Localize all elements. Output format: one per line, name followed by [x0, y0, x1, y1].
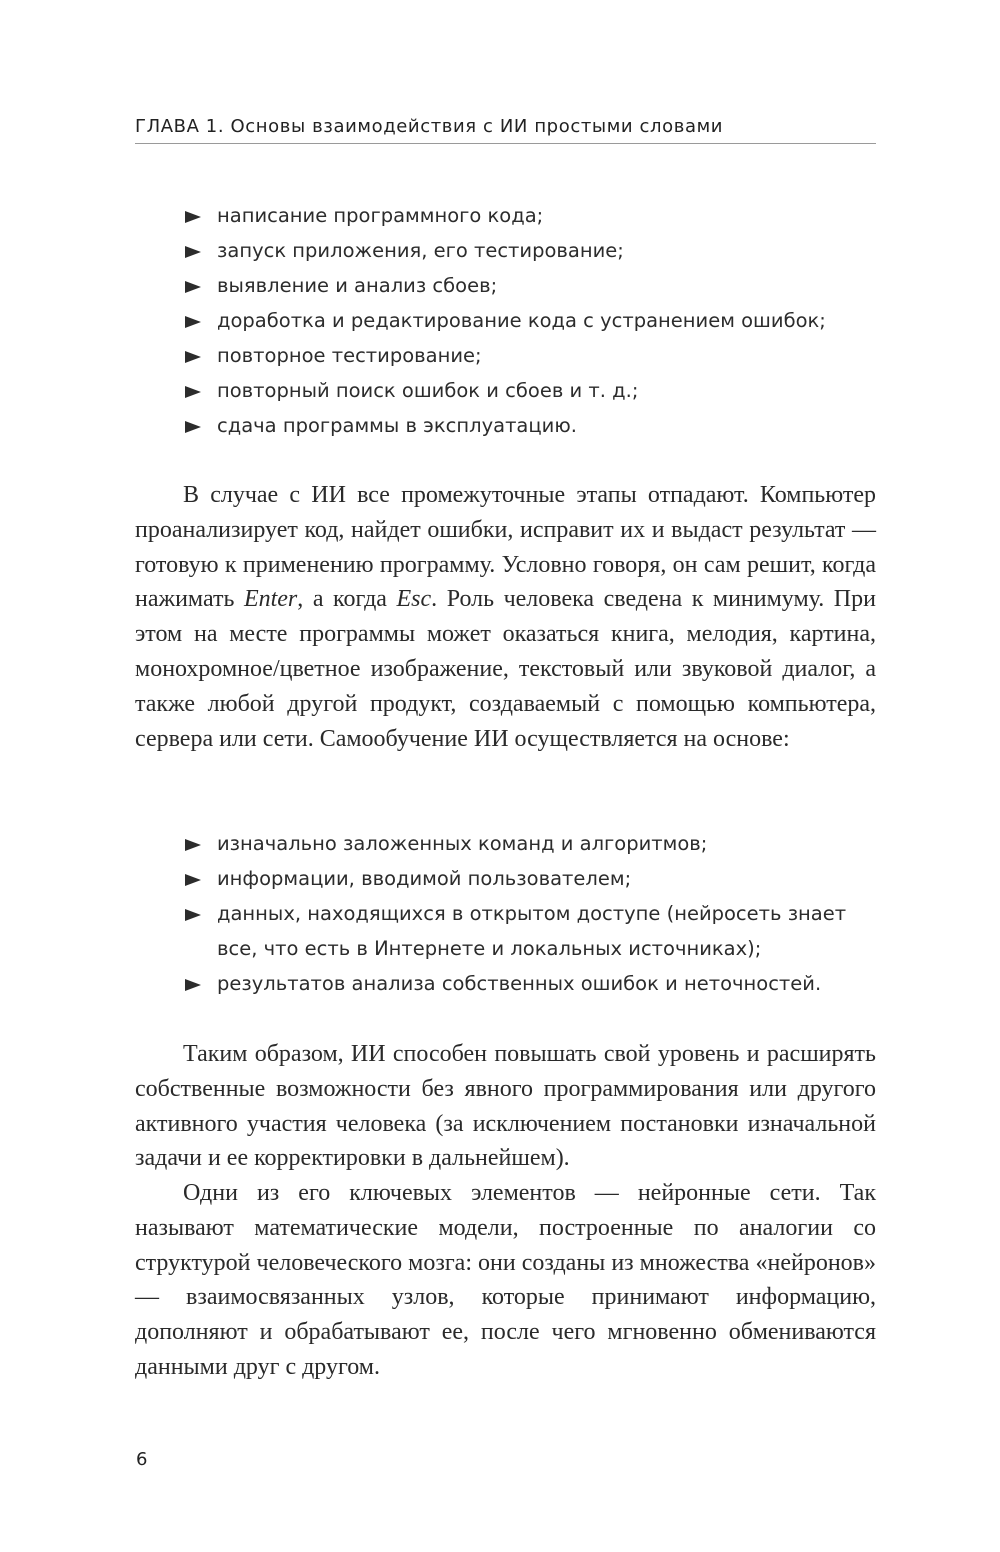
list-item [185, 268, 885, 303]
paragraph-text: , а когда [297, 586, 397, 613]
list-item-text: написание программного кода; [217, 204, 544, 227]
body-paragraph: Таким образом, ИИ способен повышать свой уровень и расширять собственные возможности без явного программирования или другого активного участия человека (за исключением постановки изначальной задачи и ее корректировки в дальнейшем). [135, 1041, 876, 1172]
list-item [185, 966, 885, 1001]
list-item [185, 198, 885, 233]
key-name: Enter [243, 586, 298, 613]
body-paragraph [135, 478, 876, 756]
bullet-arrow-icon [185, 281, 201, 293]
bullet-arrow-icon [185, 211, 201, 223]
list-item-text: данных, находящихся в открытом доступе (нейросеть знает все, что есть в Интернете и локальных источниках); [217, 902, 847, 960]
paragraph-text: В случае с ИИ все промежуточные этапы отпадают. Компьютер проанализирует код, найдет ошибки, исправит их и выдаст результат — готовую к применению программу. Условно говоря, он сам решит, когда нажимать [135, 482, 876, 613]
list-item-text: сдача программы в эксплуатацию. [217, 414, 577, 437]
list-item [185, 408, 885, 443]
bullet-arrow-icon [185, 839, 201, 851]
bullet-arrow-icon [185, 979, 201, 991]
list-item-text: повторное тестирование; [217, 344, 482, 367]
list-item [185, 373, 885, 408]
bullet-arrow-icon [185, 421, 201, 433]
body-paragraph: Одни из его ключевых элементов — нейронные сети. Так называют математические модели, построенные по аналогии со структурой человеческого мозга: они созданы из множества «нейронов» — взаимосвязанных узлов, которые принимают информацию, дополняют и обрабатывают ее, после чего мгновенно обмениваются данными друг с другом. [135, 1180, 876, 1380]
bullet-arrow-icon [185, 316, 201, 328]
bullet-arrow-icon [185, 386, 201, 398]
steps-list [185, 198, 885, 443]
list-item-text: повторный поиск ошибок и сбоев и т. д.; [217, 379, 639, 402]
bullet-arrow-icon [185, 909, 201, 921]
list-item [185, 338, 885, 373]
list-item-text: запуск приложения, его тестирование; [217, 239, 624, 262]
list-item-text: результатов анализа собственных ошибок и неточностей. [217, 972, 822, 995]
bullet-arrow-icon [185, 246, 201, 258]
running-header: ГЛАВА 1. Основы взаимодействия с ИИ простыми словами [135, 116, 724, 137]
list-item [185, 826, 885, 861]
page-number: 6 [136, 1449, 148, 1470]
paragraph-text: . Роль человека сведена к минимуму. При этом на месте программы может оказаться книга, мелодия, картина, монохромное/цветное изображение, текстовый или звуковой диалог, а также любой другой продукт, создаваемый с помощью компьютера, сервера или сети. Самообучение ИИ осуществляется на основе: [135, 586, 876, 752]
list-item-text: доработка и редактирование кода с устранением ошибок; [217, 309, 826, 332]
header-divider [135, 143, 876, 144]
key-name: Esc [396, 586, 432, 613]
list-item-text: информации, вводимой пользователем; [217, 867, 632, 890]
list-item [185, 233, 885, 268]
list-item-text: выявление и анализ сбоев; [217, 274, 498, 297]
list-item-text: изначально заложенных команд и алгоритмов; [217, 832, 708, 855]
list-item [185, 303, 885, 338]
learning-sources-list [185, 826, 885, 1001]
list-item [185, 896, 885, 966]
bullet-arrow-icon [185, 874, 201, 886]
list-item [185, 861, 885, 896]
bullet-arrow-icon [185, 351, 201, 363]
